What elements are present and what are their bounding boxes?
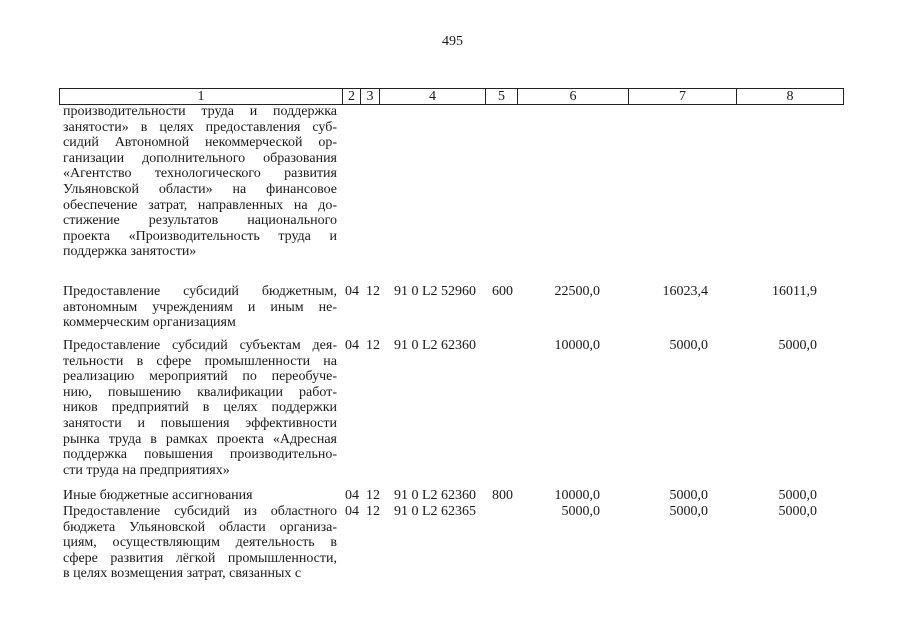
description-line: бюджета Ульяновской области организа- (63, 519, 337, 535)
page-number: 495 (442, 34, 463, 49)
cell-col-3: 12 (366, 504, 380, 519)
description-line: тельности в сфере промышленности на (63, 353, 337, 369)
column-header-3: 3 (361, 89, 380, 105)
cell-col-6: 10000,0 (554, 488, 600, 503)
cell-col-2: 04 (345, 488, 359, 503)
cell-col-4: 91 0 L2 52960 (394, 284, 477, 299)
cell-col-3: 12 (366, 338, 380, 353)
cell-col-8: 16011,9 (772, 284, 817, 299)
cell-col-8: 5000,0 (778, 504, 817, 519)
description-line: Ульяновской области» на финансовое (63, 181, 337, 197)
description-line: автономным учреждениям и иным не- (63, 299, 337, 315)
column-header-row (60, 89, 844, 105)
cell-col-7: 5000,0 (669, 488, 708, 503)
cell-col-4: 91 0 L2 62360 (394, 488, 477, 503)
cell-col-3: 12 (366, 284, 380, 299)
description-line: проекта «Производительность труда и (63, 228, 337, 244)
description-line: сфере развития лёгкой промышленности, (63, 550, 337, 566)
description-line: ников предприятий в целях поддержки (63, 400, 337, 416)
cell-col-6: 5000,0 (561, 504, 600, 519)
cell-col-4: 91 0 L2 62360 (394, 338, 477, 353)
description-line: Предоставление субсидий из областного (63, 504, 337, 519)
row-description (63, 104, 337, 260)
cell-col-6: 10000,0 (554, 338, 600, 353)
column-header-4: 4 (380, 89, 486, 105)
cell-col-5: 600 (492, 284, 513, 299)
description-line: рынка труда в рамках проекта «Адресная (63, 431, 337, 447)
column-header-7: 7 (629, 89, 737, 105)
description-line: производительности труда и поддержка (63, 104, 337, 119)
description-line: занятости» в целях предоставления суб- (63, 119, 337, 135)
column-header-5: 5 (486, 89, 518, 105)
description-line: сти труда на предприятиях» (63, 462, 230, 478)
column-header-8: 8 (737, 89, 844, 105)
column-header-2: 2 (343, 89, 361, 105)
description-line: поддержка занятости» (63, 244, 197, 260)
row-description (63, 488, 337, 504)
description-line: Предоставление субсидий бюджетным, (63, 284, 337, 299)
description-line: сидий Автономной некоммерческой ор- (63, 135, 337, 151)
description-line: поддержка повышения производительно- (63, 447, 337, 463)
row-description (63, 504, 337, 582)
row-description (63, 338, 337, 478)
cell-col-5: 800 (492, 488, 513, 503)
cell-col-7: 5000,0 (669, 504, 708, 519)
column-header-table (59, 88, 844, 105)
description-line: обеспечение затрат, направленных на до- (63, 197, 337, 213)
cell-col-6: 22500,0 (554, 284, 600, 299)
description-line: коммерческим организациям (63, 315, 236, 331)
row-description (63, 284, 337, 331)
cell-col-8: 5000,0 (778, 488, 817, 503)
cell-col-3: 12 (366, 488, 380, 503)
description-line: Иные бюджетные ассигнования (63, 488, 253, 503)
description-line: ганизации дополнительного образования (63, 150, 337, 166)
column-header-1: 1 (60, 89, 343, 105)
description-line: циям, осуществляющим деятельность в (63, 535, 337, 551)
description-line: нию, повышению квалификации работ- (63, 384, 337, 400)
cell-col-4: 91 0 L2 62365 (394, 504, 477, 519)
cell-col-8: 5000,0 (778, 338, 817, 353)
cell-col-7: 5000,0 (669, 338, 708, 353)
cell-col-2: 04 (345, 504, 359, 519)
cell-col-2: 04 (345, 284, 359, 299)
cell-col-7: 16023,4 (662, 284, 708, 299)
description-line: «Агентство технологического развития (63, 166, 337, 182)
description-line: стижение результатов национального (63, 213, 337, 229)
description-line: Предоставление субсидий субъектам дея- (63, 338, 337, 353)
cell-col-2: 04 (345, 338, 359, 353)
description-line: занятости и повышения эффективности (63, 415, 337, 431)
description-line: реализацию мероприятий по переобуче- (63, 369, 337, 385)
description-line: в целях возмещения затрат, связанных с (63, 566, 302, 582)
column-header-6: 6 (518, 89, 629, 105)
